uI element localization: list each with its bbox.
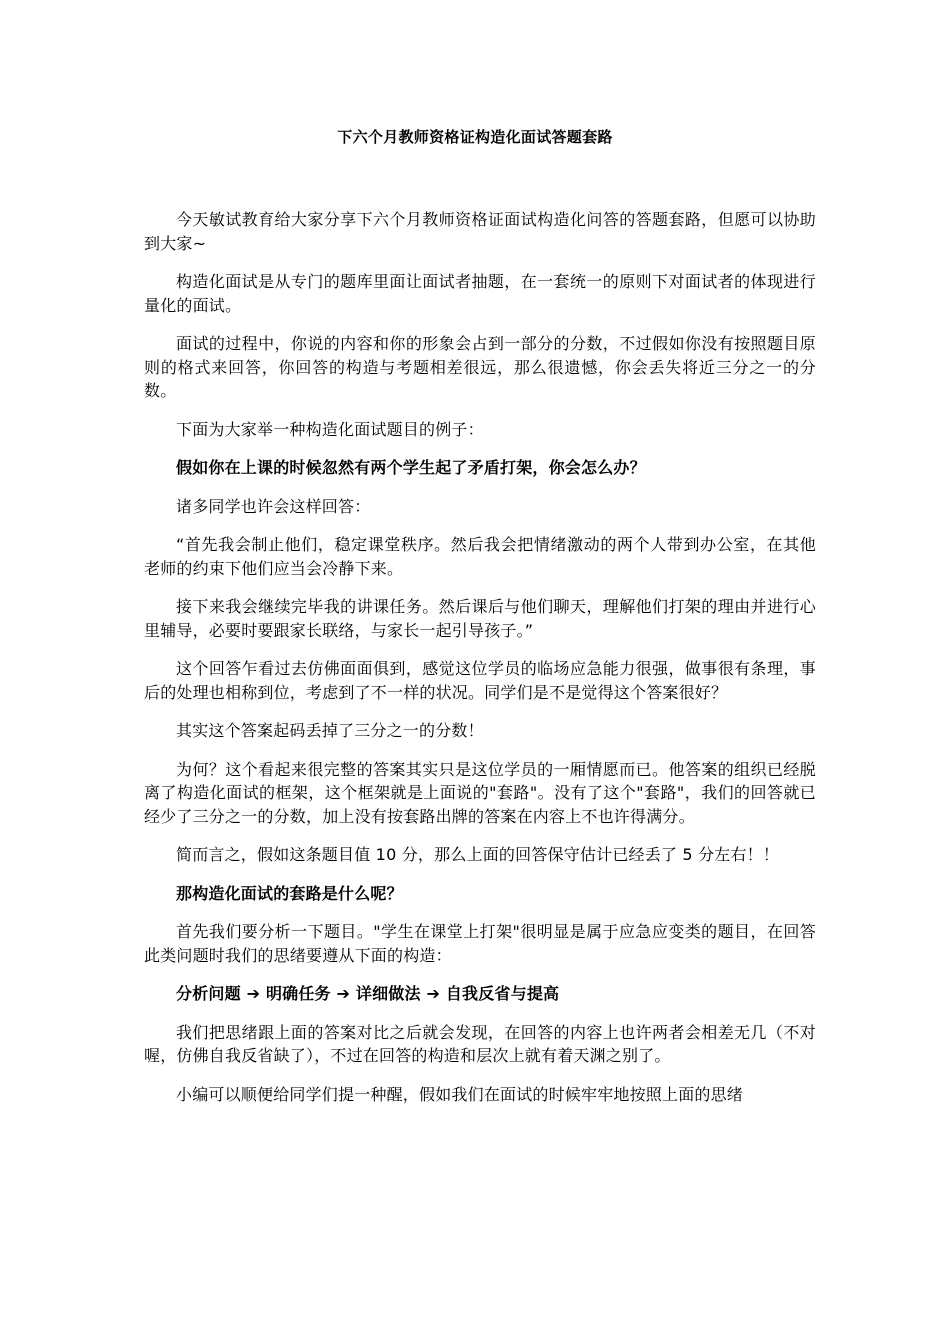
paragraph-answer-part-2: 接下来我会继续完毕我的讲课任务。然后课后与他们聊天，理解他们打架的理由并进行心里辅导，必要时要跟家长联络，与家长一起引导孩子。” bbox=[144, 597, 816, 640]
paragraph-example-intro: 下面为大家举一种构造化面试题目的例子： bbox=[176, 419, 484, 439]
paragraph-answer-part-1: “首先我会制止他们，稳定课堂秩序。然后我会把情绪激动的两个人带到办公室，在其他老师的约束下他们应当会冷静下来。 bbox=[144, 535, 816, 578]
document-title: 下六个月教师资格证构造化面试答题套路 bbox=[337, 128, 613, 146]
paragraph-reminder: 小编可以顺便给同学们提一种醒，假如我们在面试的时候牢牢地按照上面的思绪 bbox=[176, 1084, 744, 1104]
paragraph-score-loss: 其实这个答案起码丢掉了三分之一的分数！ bbox=[176, 721, 484, 740]
paragraph-analysis: 首先我们要分析一下题目。"学生在课堂上打架"很明显是属于应急应变类的题目，在回答此类问题时我们的思绪要遵从下面的构造： bbox=[144, 922, 816, 965]
paragraph-intro: 今天敏试教育给大家分享下六个月教师资格证面试构造化问答的答题套路，但愿可以协助到大家~ bbox=[144, 210, 816, 253]
paragraph-summary: 简而言之，假如这条题目值 10 分，那么上面的回答保守估计已经丢了 5 分左右！！ bbox=[176, 845, 780, 864]
paragraph-definition: 构造化面试是从专门的题库里面让面试者抽题，在一套统一的原则下对面试者的体现进行量化的面试。 bbox=[144, 272, 816, 315]
paragraph-example-question: 假如你在上课的时候忽然有两个学生起了矛盾打架，你会怎么办？ bbox=[176, 458, 646, 477]
paragraph-why: 为何？这个看起来很完整的答案其实只是这位学员的一厢情愿而已。他答案的组织已经脱离了构造化面试的框架，这个框架就是上面说的"套路"。没有了这个"套路"，我们的回答就已经少了三分之一的分数，加上没有按套路出牌的答案在内容上不也许得满分。 bbox=[144, 759, 816, 826]
paragraph-comparison: 我们把思绪跟上面的答案对比之后就会发现，在回答的内容上也许两者会相差无几（不对喔，仿佛自我反省缺了），不过在回答的构造和层次上就有着天渊之别了。 bbox=[144, 1022, 816, 1065]
paragraph-routine-question: 那构造化面试的套路是什么呢？ bbox=[176, 883, 403, 903]
paragraph-answer-evaluation: 这个回答乍看过去仿佛面面俱到，感觉这位学员的临场应急能力很强，做事很有条理，事后的处理也相称到位，考虑到了不一样的状况。同学们是不是觉得这个答案很好？ bbox=[144, 659, 816, 702]
paragraph-scoring: 面试的过程中，你说的内容和你的形象会占到一部分的分数，不过假如你没有按照题目原则的格式来回答，你回答的构造与考题相差很远，那么很遗憾，你会丢失将近三分之一的分数。 bbox=[144, 334, 816, 400]
paragraph-structure-steps: 分析问题 ➔ 明确任务 ➔ 详细做法 ➔ 自我反省与提高 bbox=[176, 984, 560, 1003]
document-body bbox=[144, 208, 816, 1106]
paragraph-common-answer-intro: 诸多同学也许会这样回答： bbox=[176, 496, 371, 516]
